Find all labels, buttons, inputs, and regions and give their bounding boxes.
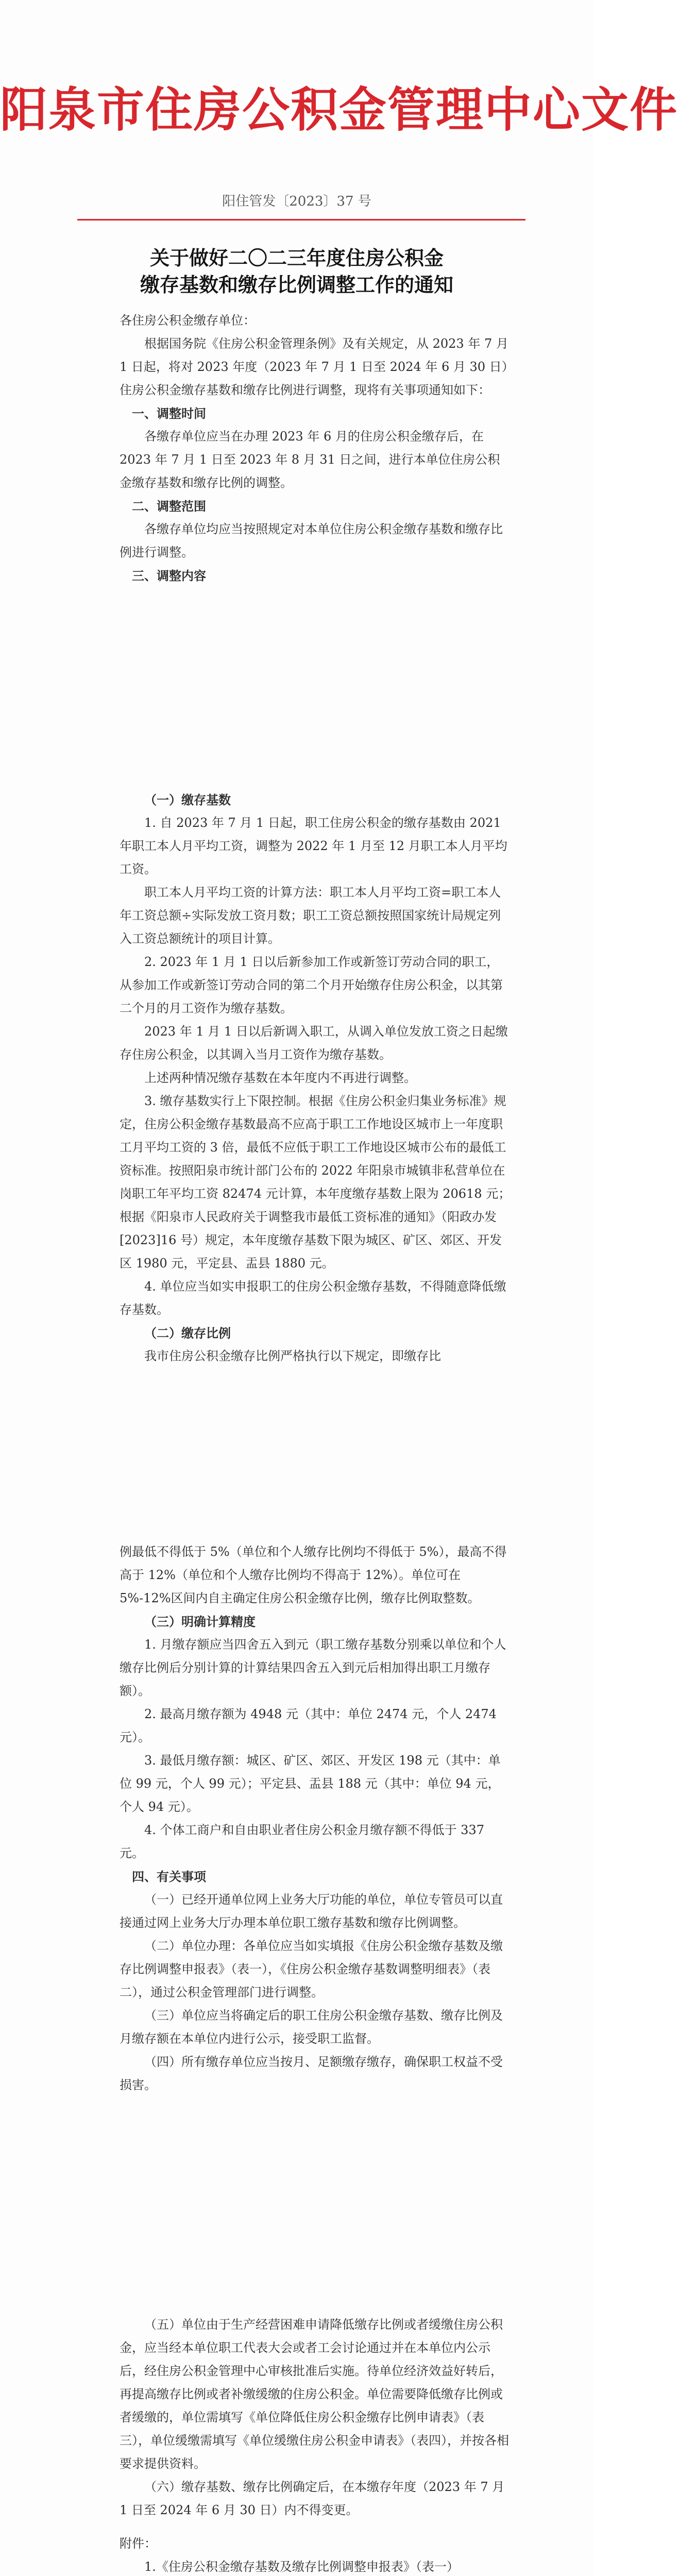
adjustment-time-paragraph: 各缴存单位应当在办理 2023 年 6 月的住房公积金缴存后，在 2023 年 7 月 1 日至 2023 年 8 月 31 日之间，进行本单位住房公积金缴存基数和缴存比例的调整。	[120, 429, 500, 490]
base-paragraph-7: 4. 单位应当如实申报职工的住房公积金缴存基数，不得随意降低缴存基数。	[120, 1279, 506, 1317]
heading-related-matters: 四、有关事项	[132, 1869, 206, 1884]
ratio-paragraph-start: 我市住房公积金缴存比例严格执行以下规定，即缴存比	[144, 1349, 441, 1363]
notice-title-line-1: 关于做好二〇二三年度住房公积金	[149, 246, 444, 269]
notice-body-part-2	[120, 788, 511, 1368]
ratio-paragraph-continued: 例最低不得低于 5%（单位和个人缴存比例均不得低于 5%），最高不得高于 12%（单位和个人缴存比例均不得高于 12%）。单位可在 5%-12%区间内自主确定住房公积金缴存比例，缴存比例取整数。	[120, 1545, 507, 1605]
adjustment-scope-paragraph: 各缴存单位均应当按照规定对本单位住房公积金缴存基数和缴存比例进行调整。	[120, 522, 503, 560]
heading-contribution-ratio: （二）缴存比例	[144, 1326, 231, 1341]
notice-title-line-2: 缴存基数和缴存比例调整工作的通知	[140, 273, 453, 296]
base-paragraph-3: 2. 2023 年 1 月 1 日以后新参加工作或新签订劳动合同的职工，从参加工作或新签订劳动合同的第二个月开始缴存住房公积金，以其第二个月的月工资作为缴存基数。	[120, 955, 503, 1015]
precision-paragraph-3: 3. 最低月缴存额：城区、矿区、郊区、开发区 198 元（其中：单位 99 元，个人 99 元）；平定县、盂县 188 元（其中：单位 94 元，个人 94 元）。	[120, 1753, 501, 1814]
heading-adjustment-content: 三、调整内容	[132, 568, 206, 583]
base-paragraph-6: 3. 缴存基数实行上下限控制。根据《住房公积金归集业务标准》规定，住房公积金缴存基数最高不应高于职工工作地设区城市上一年度职工月平均工资的 3 倍，最低不应低于职工工作地设区城市公布的最低工资标准。按照阳泉市统计部门公布的 2022 年阳泉市城镇非私营单位在岗职工年平均工资 82474 元计算，本年度缴存基数上限为 20618 元；根据《阳泉市人民政府关于调整我市最低工资标准的通知》（阳政办发[2023]16 号）规定，本年度缴存基数下限为城区、矿区、郊区、开发区 1980 元，平定县、盂县 1880 元。	[120, 1094, 511, 1270]
document-number: 阳住管发〔2023〕37 号	[222, 194, 371, 209]
matters-paragraph-4: （四）所有缴存单位应当按月、足额缴存缴存，确保职工权益不受损害。	[120, 2055, 503, 2092]
greeting: 各住房公积金缴存单位：	[120, 313, 256, 328]
precision-paragraph-4: 4. 个体工商户和自由职业者住房公积金月缴存额不得低于 337 元。	[120, 1823, 484, 1860]
base-paragraph-5: 上述两种情况缴存基数在本年度内不再进行调整。	[144, 1071, 416, 1085]
heading-contribution-base: （一）缴存基数	[144, 792, 231, 807]
notice-body-part-4	[120, 2313, 511, 2576]
matters-paragraph-5: （五）单位由于生产经营困难申请降低缴存比例或者缓缴住房公积金，应当经本单位职工代表大会或者工会讨论通过并在本单位内公示后，经住房公积金管理中心审核批准后实施。待单位经济效益好转后，再提高缴存比例或者补缴缓缴的住房公积金。单位需要降低缴存比例或者缓缴的，单位需填写《单位降低住房公积金缴存比例申请表》（表三），单位缓缴需填写《单位缓缴住房公积金申请表》（表四），并按各相要求提供资料。	[120, 2317, 509, 2471]
header-red-rule	[77, 219, 526, 221]
attachment-1: 1.《住房公积金缴存基数及缴存比例调整申报表》（表一）	[144, 2560, 459, 2574]
precision-paragraph-1: 1. 月缴存额应当四舍五入到元（职工缴存基数分别乘以单位和个人缴存比例后分别计算的计算结果四舍五入到元后相加得出职工月缴存额）。	[120, 1637, 506, 1698]
heading-adjustment-scope: 二、调整范围	[132, 499, 206, 514]
document-header-title: 阳泉市住房公积金管理中心文件	[0, 82, 678, 138]
base-paragraph-1: 1. 自 2023 年 7 月 1 日起，职工住房公积金的缴存基数由 2021 年职工本人月平均工资，调整为 2022 年 1 月至 12 月职工本人月平均工资。	[120, 816, 507, 876]
notice-body-part-1	[120, 309, 511, 587]
matters-paragraph-6: （六）缴存基数、缴存比例确定后，在本缴存年度（2023 年 7 月 1 日至 2024 年 6 月 30 日）内不得变更。	[120, 2480, 505, 2517]
matters-paragraph-2: （二）单位办理：各单位应当如实填报《住房公积金缴存基数及缴存比例调整申报表》（表一），《住房公积金缴存基数调整明细表》（表二），通过公积金管理部门进行调整。	[120, 1939, 503, 1999]
intro-paragraph: 根据国务院《住房公积金管理条例》及有关规定，从 2023 年 7 月 1 日起，将对 2023 年度（2023 年 7 月 1 日至 2024 年 6 月 30 日）住房公积金缴存基数和缴存比例进行调整，现将有关事项通知如下：	[120, 336, 508, 397]
matters-paragraph-3: （三）单位应当将确定后的职工住房公积金缴存基数、缴存比例及月缴存额在本单位内进行公示，接受职工监督。	[120, 2008, 503, 2046]
base-paragraph-2: 职工本人月平均工资的计算方法：职工本人月平均工资=职工本人年工资总额÷实际发放工资月数；职工工资总额按照国家统计局规定列入工资总额统计的项目计算。	[120, 885, 501, 946]
matters-paragraph-1: （一）已经开通单位网上业务大厅功能的单位，单位专管员可以直接通过网上业务大厅办理本单位职工缴存基数和缴存比例调整。	[120, 1892, 503, 1930]
notice-body-part-3	[120, 1540, 511, 2097]
attachments-label: 附件：	[120, 2536, 157, 2551]
heading-calculation-precision: （三）明确计算精度	[144, 1614, 256, 1629]
base-paragraph-4: 2023 年 1 月 1 日以后新调入职工，从调入单位发放工资之日起缴存住房公积金，以其调入当月工资作为缴存基数。	[120, 1024, 508, 1062]
precision-paragraph-2: 2. 最高月缴存额为 4948 元（其中：单位 2474 元，个人 2474 元）。	[120, 1707, 497, 1744]
heading-adjustment-time: 一、调整时间	[132, 406, 206, 421]
